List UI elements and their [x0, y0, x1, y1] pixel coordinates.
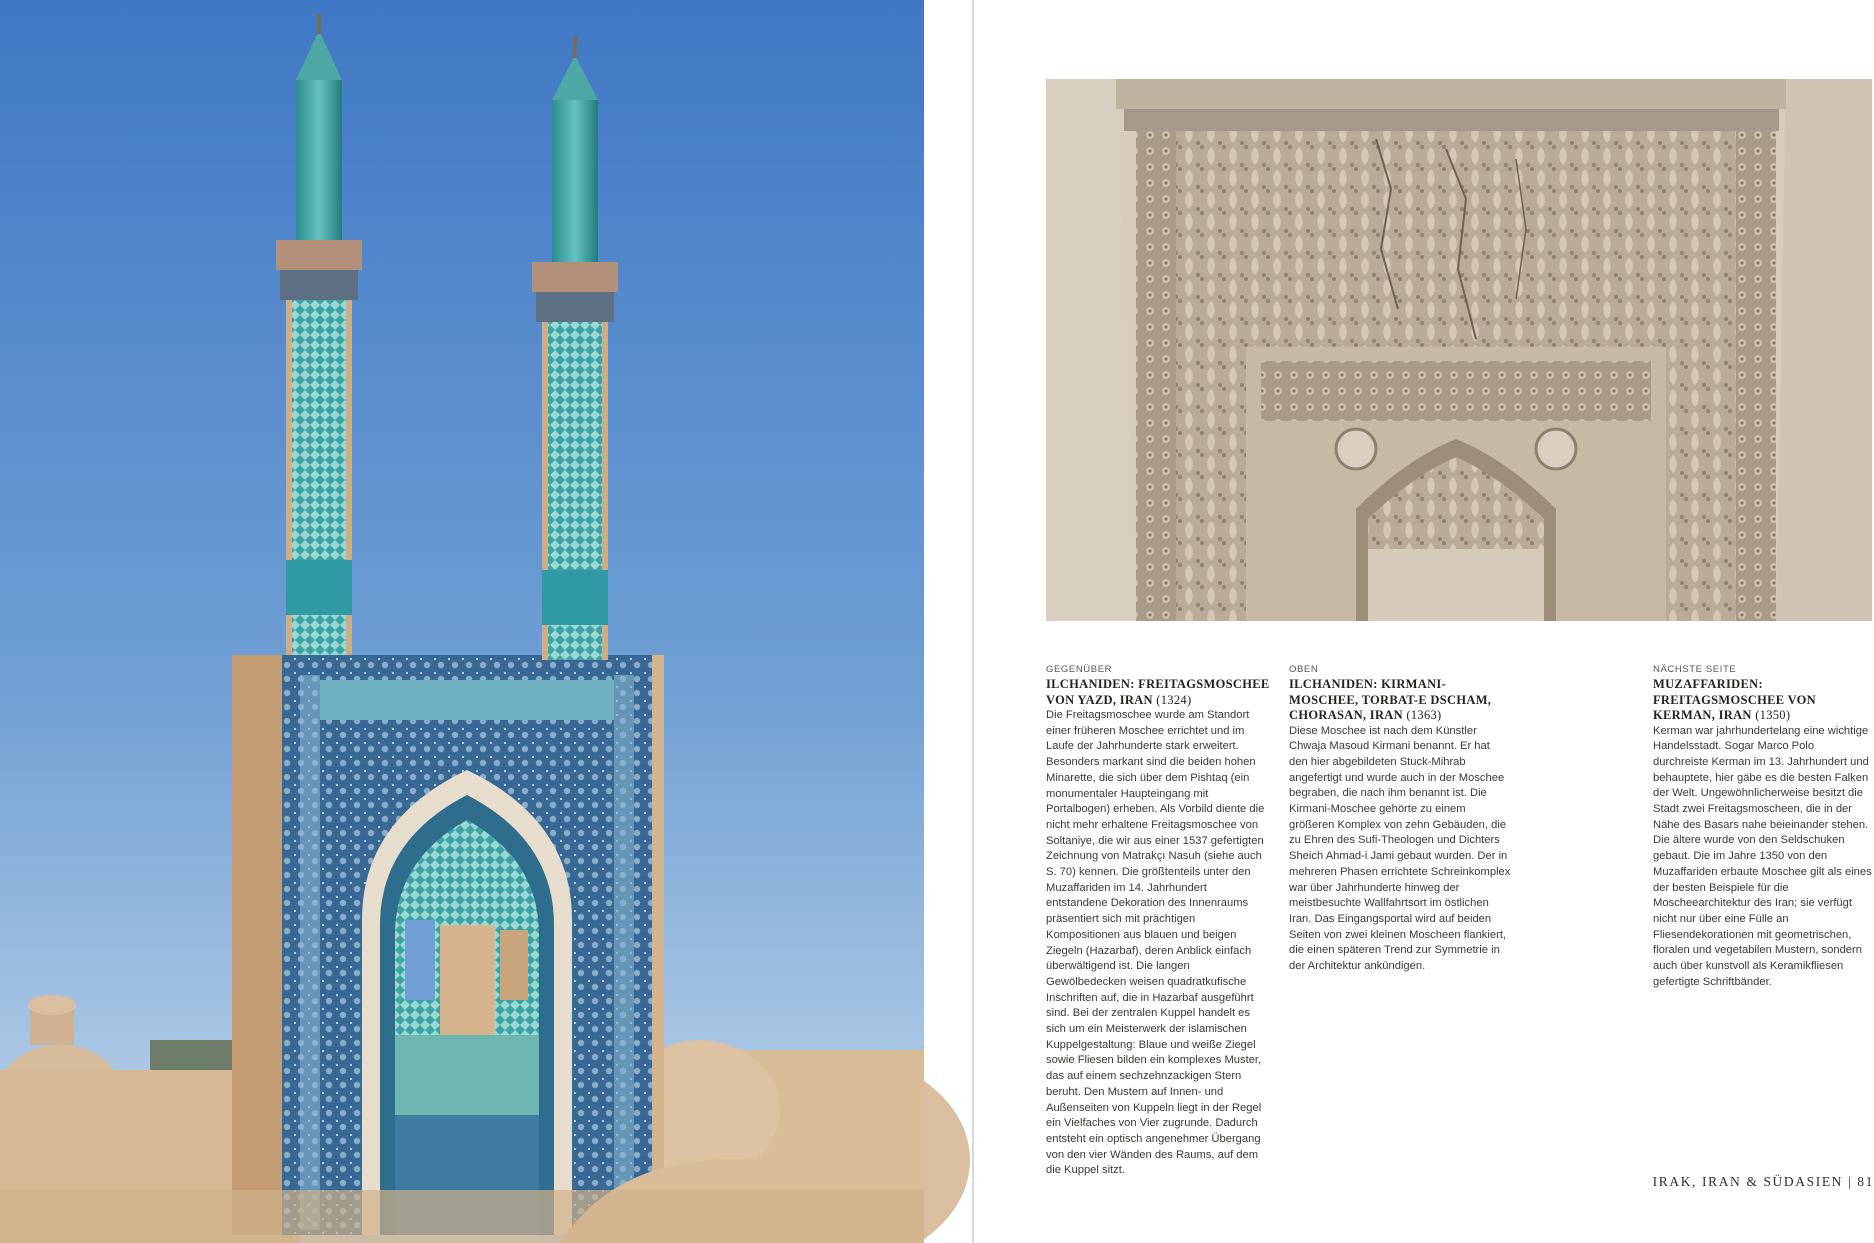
caption-label: OBEN — [1289, 664, 1319, 675]
caption-year: (1350) — [1755, 708, 1791, 722]
caption-body: Die Freitagsmoschee wurde am Standort einer früheren Moschee errichtet und im Laufe der Jahrhunderte stark erweitert. Besonders markant sind die beiden hohen Minarette, die sich über dem Pishtaq (ein monumentaler Haupteingang mit Portalbogen) erheben. Als Vorbild diente die nicht mehr erhaltene Freitagsmoschee von Soltaniye, die wir aus einer 1537 gefertigten Zeichnung von Matrakçı Nasuh (siehe auch S. 70) kennen. Die größtenteils unter den Muzaffariden im 14. Jahrhundert entstandene Dekoration des Innenraums präsentiert sich mit prächtigen Kompositionen aus blauen und beigen Ziegeln (Hazarbaf), deren Anblick einfach überwältigend ist. Die langen Gewölbedecken weisen quadratkufische Inschriften auf, die in Hazarbaf ausgeführt sind. Bei der zentralen Kuppel handelt es sich um ein Meisterwerk der islamischen Kuppelgestaltung: Blaue und weiße Ziegel sowie Fliesen bilden ein komplexes Muster, das auf einem sechzehnzackigen Stern beruht. Den Mustern auf Innen- und Außenseiten von Kuppeln liegt in der Regel ein Vielfaches von Vier zugrunde. Dadurch entsteht ein optisch angenehmer Übergang von den vier Wänden des Raums, auf dem die Kuppel sitzt. — [1046, 709, 1265, 1177]
page-number: 81 — [1857, 1174, 1874, 1189]
caption-title: MUZAFFARIDEN: FREITAGSMOSCHEE VON KERMAN, IRAN (1350) — [1653, 677, 1816, 722]
caption-year: (1324) — [1156, 692, 1192, 707]
stucco-mihrab-photo — [1046, 79, 1872, 621]
caption-oben — [1289, 664, 1511, 975]
caption-body: Kerman war jahrhundertelang eine wichtige Handelsstadt. Sogar Marco Polo durchreiste Kerman im 13. Jahrhundert und behauptete, hier gäbe es die besten Falken der Welt. Ungewöhnlicherweise besitzt die Stadt zwei Freitagsmoscheen, die in der Nähe des Basars nahe beieinander stehen. Die ältere wurde von den Seldschuken gebaut. Die im Jahre 1350 von den Muzaffariden erbaute Moschee gilt als eines der besten Beispiele für die Moscheearchitektur des Iran; sie verfügt nicht nur über eine Fülle an Fliesendekorationen mit geometrischen, floralen und vegetabilen Mustern, sondern auch über kunstvoll als Keramikfliesen gefertigte Schriftbänder. — [1653, 724, 1872, 988]
section-title: IRAK, IRAN & SÜDASIEN — [1652, 1174, 1844, 1189]
caption-gegenueber — [1046, 664, 1271, 1179]
caption-naechste-seite — [1653, 664, 1872, 990]
caption-body: Diese Moschee ist nach dem Künstler Chwaja Masoud Kirmani benannt. Er hat den hier abgebildeten Stuck-Mihrab angefertigt und wurde auch in der Moschee begraben, die nach ihm benannt ist. Die Kirmani-Moschee gehörte zu einem größeren Komplex von zehn Gebäuden, die zu Ehren des Sufi-Theologen und Dichters Sheich Ahmad-i Jami gebaut wurden. Der in mehreren Phasen errichtete Schreinkomplex war über Jahrhunderte hinweg der meistbesuchte Wallfahrtsort im östlichen Iran. Das Eingangsportal wird auf beiden Seiten von zwei kleinen Moscheen flankiert, die einen späteren Trend zur Symmetrie in der Architektur ankündigen. — [1289, 724, 1511, 973]
page-gutter — [972, 0, 974, 1243]
mosque-portal-photo — [0, 0, 924, 1243]
caption-label: NÄCHSTE SEITE — [1653, 664, 1737, 675]
page-folio — [1653, 1174, 1874, 1190]
caption-label: GEGENÜBER — [1046, 664, 1113, 675]
caption-year: (1363) — [1406, 708, 1442, 722]
folio-separator: | — [1848, 1174, 1853, 1189]
caption-title: ILCHANIDEN: FREITAGSMOSCHEE VON YAZD, IRAN (1324) — [1046, 677, 1270, 707]
caption-title: ILCHANIDEN: KIRMANI-MOSCHEE, TORBAT-E DSCHAM, CHORASAN, IRAN (1363) — [1289, 677, 1492, 722]
